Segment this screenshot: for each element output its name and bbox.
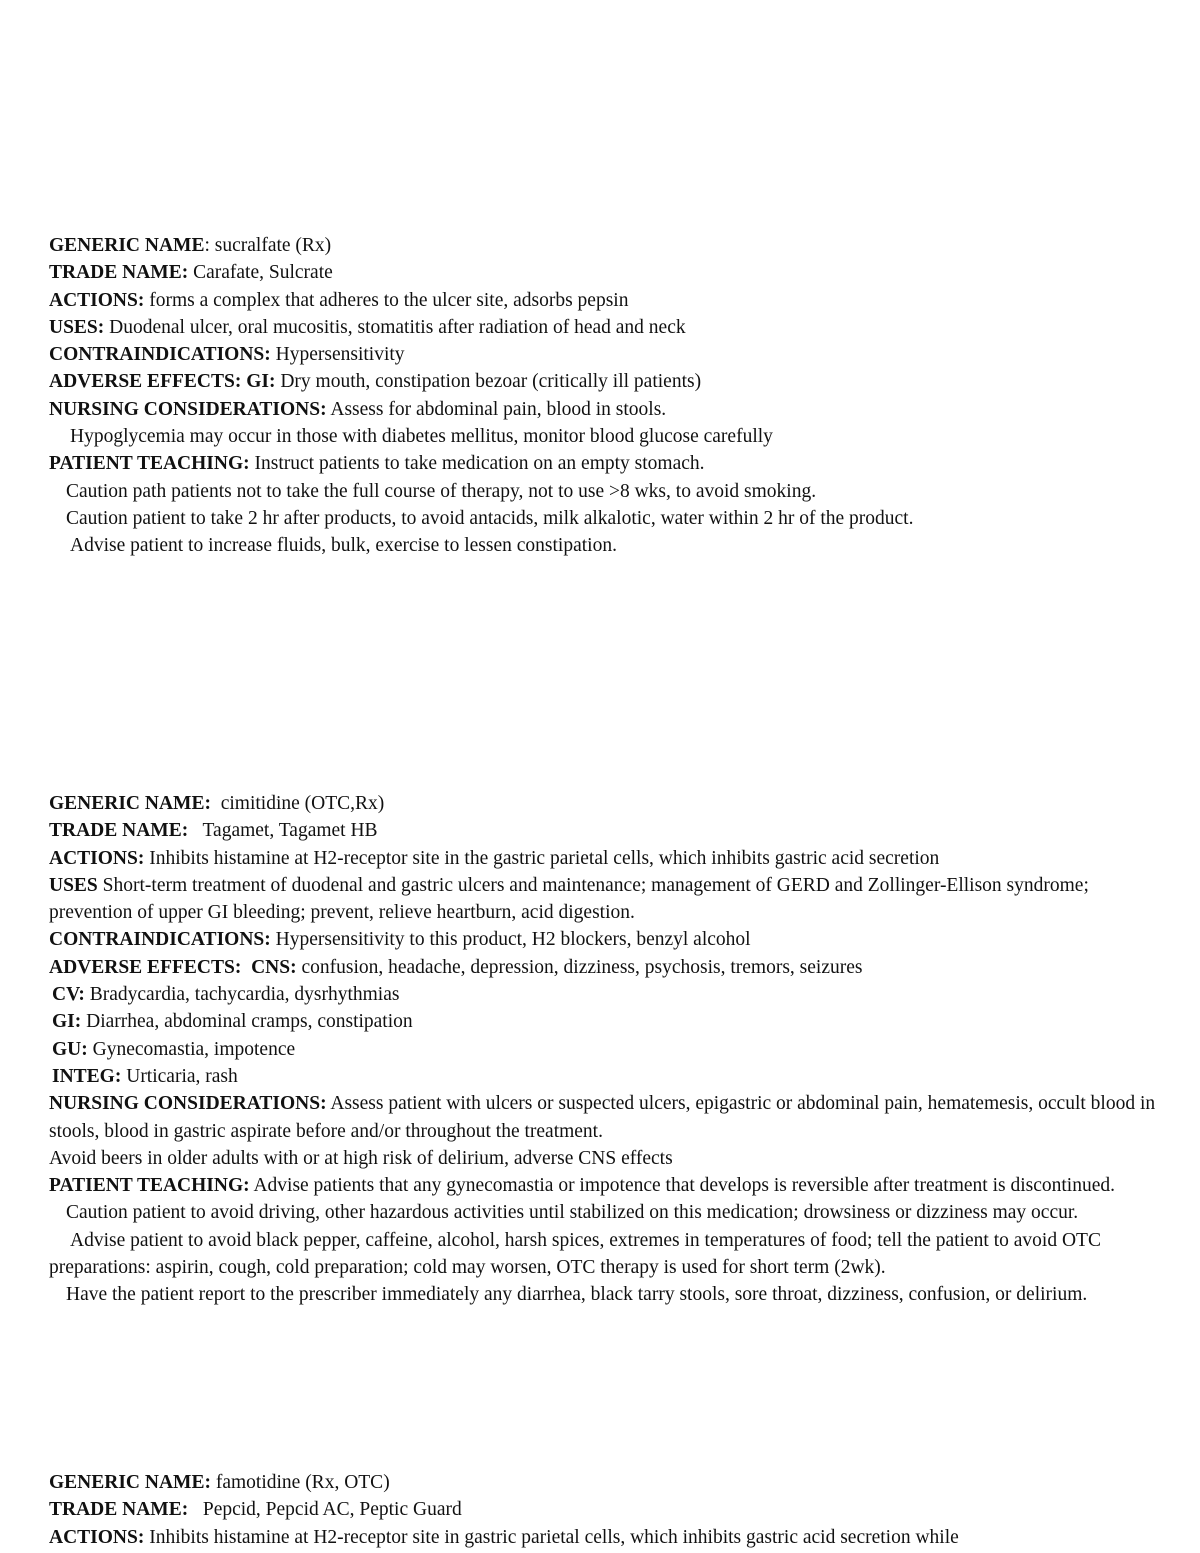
- adverse-effects-label: ADVERSE EFFECTS: CNS:: [49, 956, 297, 978]
- patient-teaching-line: [49, 450, 1159, 477]
- contraindications-label: CONTRAINDICATIONS:: [49, 344, 271, 366]
- adverse-gi-line: [49, 1008, 1159, 1035]
- adverse-gu-label: GU:: [52, 1038, 88, 1060]
- patient-teaching-item: [49, 1281, 1159, 1308]
- trade-name-line: [49, 817, 1159, 844]
- adverse-cv-line: [49, 981, 1159, 1008]
- adverse-effects-value: Dry mouth, constipation bezoar (critically ill patients): [275, 371, 702, 393]
- adverse-gi-value: Diarrhea, abdominal cramps, constipation: [81, 1011, 413, 1033]
- nursing-considerations-paragraph: [49, 1090, 1159, 1145]
- adverse-effects-line: [49, 954, 1159, 981]
- actions-value: Inhibits histamine at H2-receptor site in the gastric parietal cells, which inhibits gastric acid secretion: [144, 847, 940, 869]
- uses-label: USES: [49, 874, 98, 896]
- trade-name-line: [49, 259, 1159, 286]
- generic-name-value: : sucralfate (Rx): [204, 235, 332, 256]
- nursing-considerations-label: NURSING CONSIDERATIONS:: [49, 1093, 327, 1115]
- nursing-considerations-continued: Hypoglycemia may occur in those with diabetes mellitus, monitor blood glucose carefully: [70, 426, 773, 448]
- patient-teaching-item: [49, 1199, 1159, 1226]
- adverse-cv-label: CV:: [52, 984, 85, 1006]
- contraindications-line: [49, 926, 1159, 953]
- contraindications-line: [49, 341, 1159, 368]
- actions-value: Inhibits histamine at H2-receptor site in gastric parietal cells, which inhibits gastric acid secretion while: [144, 1526, 959, 1548]
- nursing-considerations-line: [49, 396, 1159, 423]
- actions-value: forms a complex that adheres to the ulcer site, adsorbs pepsin: [144, 289, 629, 311]
- actions-line: [49, 845, 1159, 872]
- generic-name-label: GENERIC NAME:: [49, 1472, 211, 1493]
- drug-card-cimetidine: [49, 790, 1159, 1309]
- drug-card-sucralfate: [49, 232, 1159, 560]
- patient-teaching-item: Caution patient to take 2 hr after products, to avoid antacids, milk alkalotic, water within 2 hr of the product.: [66, 507, 914, 529]
- generic-name-label: GENERIC NAME:: [49, 793, 211, 814]
- trade-name-value: Pepcid, Pepcid AC, Peptic Guard: [188, 1499, 462, 1521]
- nursing-considerations-value: Assess for abdominal pain, blood in stools.: [326, 398, 667, 420]
- contraindications-value: Hypersensitivity to this product, H2 blockers, benzyl alcohol: [270, 929, 751, 951]
- uses-value: Duodenal ulcer, oral mucositis, stomatitis after radiation of head and neck: [104, 316, 686, 338]
- actions-line: [49, 287, 1159, 314]
- adverse-cv-value: Bradycardia, tachycardia, dysrhythmias: [84, 984, 400, 1006]
- uses-paragraph: [49, 872, 1159, 927]
- adverse-effects-label: ADVERSE EFFECTS: GI:: [49, 371, 276, 393]
- adverse-effects-line: [49, 368, 1159, 395]
- nursing-considerations-continued: Avoid beers in older adults with or at high risk of delirium, adverse CNS effects: [49, 1147, 673, 1169]
- adverse-integ-value: Urticaria, rash: [121, 1065, 238, 1087]
- patient-teaching-item: Advise patient to increase fluids, bulk, exercise to lessen constipation.: [70, 535, 617, 557]
- nursing-considerations-value: Assess patient with ulcers or suspected ulcers, epigastric or abdominal pain, hematemesis, occult blood in stools, blood in gastric aspirate before and/or throughout the treatment.: [49, 1093, 1156, 1142]
- adverse-integ-label: INTEG:: [52, 1065, 122, 1087]
- trade-name-value: Carafate, Sulcrate: [188, 262, 333, 284]
- nursing-considerations-label: NURSING CONSIDERATIONS:: [49, 398, 327, 420]
- adverse-gu-value: Gynecomastia, impotence: [87, 1038, 296, 1060]
- trade-name-line: [49, 1496, 1159, 1523]
- actions-label: ACTIONS:: [49, 1526, 145, 1548]
- trade-name-label: TRADE NAME:: [49, 262, 189, 284]
- generic-name-label: GENERIC NAME: [49, 235, 205, 256]
- patient-teaching-paragraph: [49, 1172, 1159, 1199]
- patient-teaching-label: PATIENT TEACHING:: [49, 453, 250, 475]
- patient-teaching-item: Caution path patients not to take the full course of therapy, not to use >8 wks, to avoid smoking.: [66, 480, 817, 502]
- generic-name-value: famotidine (Rx, OTC): [210, 1472, 390, 1493]
- uses-line: [49, 314, 1159, 341]
- adverse-integ-line: [49, 1063, 1159, 1090]
- drug-card-famotidine: [49, 1469, 1159, 1551]
- adverse-effects-value: confusion, headache, depression, dizziness, psychosis, tremors, seizures: [296, 956, 863, 978]
- contraindications-value: Hypersensitivity: [270, 344, 405, 366]
- trade-name-label: TRADE NAME:: [49, 820, 189, 842]
- generic-name-line: [49, 790, 1159, 817]
- actions-label: ACTIONS:: [49, 289, 145, 311]
- patient-teaching-item: [49, 1227, 1159, 1282]
- generic-name-line: [49, 1469, 1159, 1496]
- patient-teaching-value: Instruct patients to take medication on an empty stomach.: [249, 453, 705, 475]
- patient-teaching-text: Advise patient to avoid black pepper, caffeine, alcohol, harsh spices, extremes in temperatures of food; tell the patient to avoid OTC preparations: aspirin, cough, cold preparation; cold may worsen, OTC therapy is used for short term (2wk).: [49, 1229, 1101, 1279]
- actions-line: [49, 1524, 1159, 1551]
- patient-teaching-text: Caution patient to avoid driving, other hazardous activities until stabilized on this medication; drowsiness or dizziness may occur.: [66, 1202, 1079, 1224]
- patient-teaching-value: Advise patients that any gynecomastia or impotence that develops is reversible after treatment is discontinued.: [249, 1175, 1115, 1197]
- generic-name-value: cimitidine (OTC,Rx): [210, 793, 385, 814]
- trade-name-value: Tagamet, Tagamet HB: [188, 820, 378, 842]
- contraindications-label: CONTRAINDICATIONS:: [49, 929, 271, 951]
- adverse-gu-line: [49, 1036, 1159, 1063]
- patient-teaching-label: PATIENT TEACHING:: [49, 1175, 250, 1197]
- uses-label: USES:: [49, 316, 105, 338]
- uses-value: Short-term treatment of duodenal and gastric ulcers and maintenance; management of GERD and Zollinger-Ellison syndrome; prevention of upper GI bleeding; prevent, relieve heartburn, acid digestion.: [49, 874, 1089, 924]
- generic-name-line: [49, 232, 1159, 259]
- patient-teaching-text: Have the patient report to the prescriber immediately any diarrhea, black tarry stools, sore throat, dizziness, confusion, or delirium.: [66, 1284, 1088, 1306]
- adverse-gi-label: GI:: [52, 1011, 82, 1033]
- actions-label: ACTIONS:: [49, 847, 145, 869]
- trade-name-label: TRADE NAME:: [49, 1499, 189, 1521]
